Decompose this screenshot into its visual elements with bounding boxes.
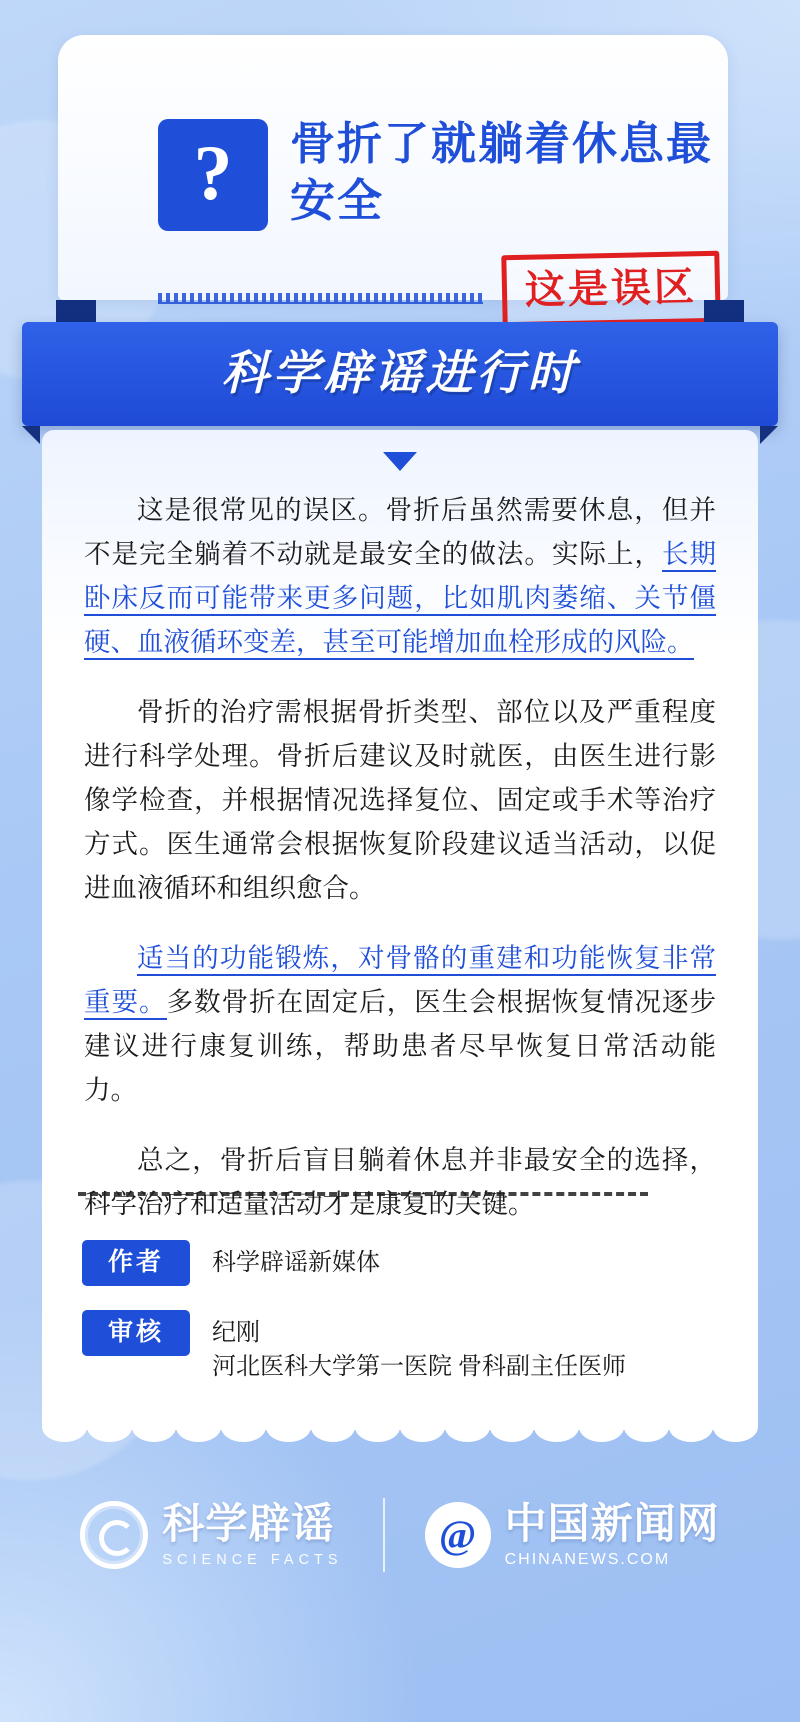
article-text: 总之，骨折后盲目躺着休息并非最安全的选择，科学治疗和适量活动才是康复的关键。 bbox=[84, 1145, 716, 1219]
article-body bbox=[84, 488, 716, 1252]
scallop-notch bbox=[579, 1412, 624, 1442]
scallop-notch bbox=[624, 1412, 669, 1442]
headline-card bbox=[58, 35, 728, 313]
ribbon-body bbox=[22, 322, 778, 426]
chevron-down-icon bbox=[383, 452, 417, 471]
scallop-notch bbox=[490, 1412, 535, 1442]
article-text: 这是很常见的误区。骨折后虽然需要休息，但并不是完全躺着不动就是最安全的做法。实际上， bbox=[84, 495, 716, 569]
article-highlight: 长期卧床反而可能带来更多问题，比如肌肉萎缩、关节僵硬、血液循环变差，甚至可能增加血栓形成的风险。 bbox=[84, 539, 716, 660]
question-mark-glyph: ? bbox=[193, 129, 233, 216]
credit-author-tag: 作者 bbox=[82, 1240, 190, 1286]
scallop-notch bbox=[400, 1412, 445, 1442]
ribbon-banner bbox=[22, 300, 778, 450]
scallop-notch bbox=[311, 1412, 356, 1442]
scallop-notch bbox=[221, 1412, 266, 1442]
scallop-notch bbox=[42, 1412, 87, 1442]
credit-author bbox=[82, 1240, 380, 1286]
question-mark-icon bbox=[158, 119, 268, 231]
scallop-notch bbox=[534, 1412, 579, 1442]
credit-reviewer bbox=[82, 1310, 626, 1384]
credit-line: 河北医科大学第一医院 骨科副主任医师 bbox=[212, 1354, 626, 1380]
article-text: 骨折的治疗需根据骨折类型、部位以及严重程度进行科学处理。骨折后建议及时就医，由医生进行影像学检查，并根据情况选择复位、固定或手术等治疗方式。医生通常会根据恢复阶段建议适当活动，以促进血液循环和组织愈合。 bbox=[84, 697, 716, 903]
logo-science-facts-cn: 科学辟谣 bbox=[162, 1502, 335, 1548]
swirl-icon bbox=[80, 1501, 148, 1569]
footer bbox=[0, 1470, 800, 1600]
credit-reviewer-value bbox=[212, 1310, 626, 1384]
credit-line: 纪刚 bbox=[212, 1320, 260, 1346]
scallop-notch bbox=[266, 1412, 311, 1442]
globe-mark: @ bbox=[438, 1512, 477, 1557]
credit-author-value bbox=[212, 1240, 380, 1280]
article-paragraph bbox=[84, 1138, 716, 1226]
footer-divider bbox=[383, 1498, 385, 1572]
logo-science-facts-en: SCIENCE FACTS bbox=[162, 1552, 343, 1568]
article-paragraph bbox=[84, 690, 716, 910]
logo-chinanews-cn: 中国新闻网 bbox=[504, 1501, 720, 1548]
logo-chinanews bbox=[425, 1502, 720, 1569]
logo-chinanews-en: CHINANEWS.COM bbox=[504, 1550, 671, 1568]
credit-line: 科学辟谣新媒体 bbox=[212, 1250, 380, 1276]
scallop-notch bbox=[176, 1412, 221, 1442]
globe-icon bbox=[425, 1502, 491, 1568]
scallop-notch bbox=[713, 1412, 758, 1442]
page-title: 骨折了就躺着休息最安全 bbox=[290, 118, 714, 226]
article-paragraph bbox=[84, 488, 716, 664]
divider bbox=[78, 1192, 648, 1196]
credit-reviewer-tag: 审核 bbox=[82, 1310, 190, 1356]
card-scalloped-edge bbox=[42, 1412, 758, 1442]
article-text: 多数骨折在固定后，医生会根据恢复情况逐步建议进行康复训练，帮助患者尽早恢复日常活动能力。 bbox=[84, 987, 717, 1105]
status-badge-label: 这是误区 bbox=[524, 264, 698, 313]
logo-science-facts bbox=[80, 1501, 342, 1569]
ribbon-label: 科学辟谣进行时 bbox=[221, 348, 579, 400]
article-highlight: 适当的功能锻炼，对骨骼的重建和功能恢复非常重要。 bbox=[84, 943, 716, 1020]
scallop-notch bbox=[132, 1412, 177, 1442]
scallop-notch bbox=[669, 1412, 714, 1442]
scallop-notch bbox=[355, 1412, 400, 1442]
article-paragraph bbox=[84, 936, 716, 1112]
scallop-notch bbox=[445, 1412, 490, 1442]
scallop-notch bbox=[87, 1412, 132, 1442]
